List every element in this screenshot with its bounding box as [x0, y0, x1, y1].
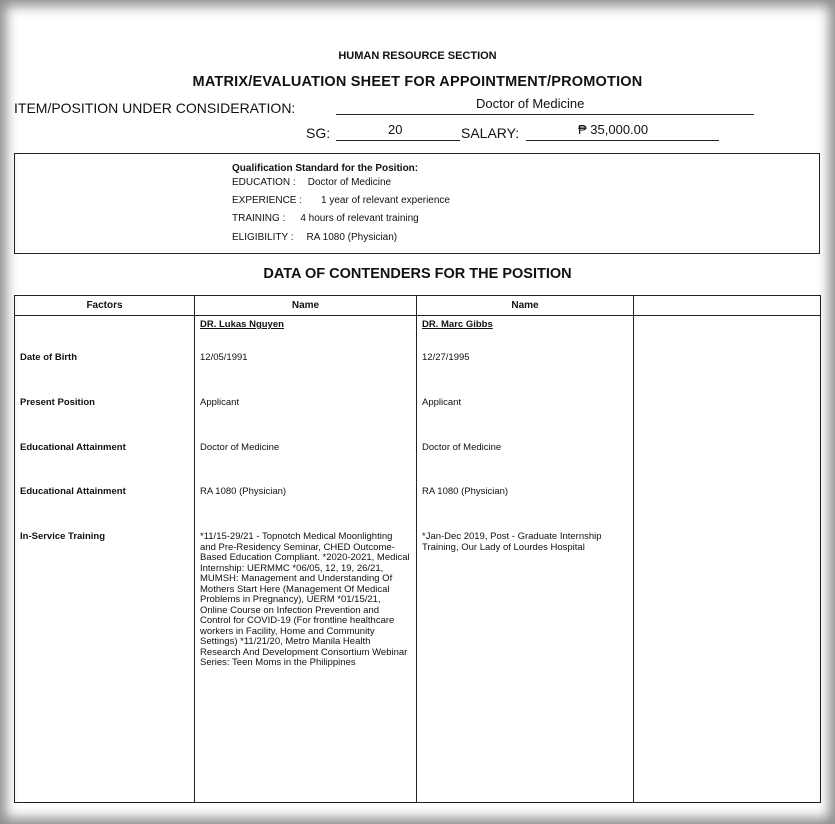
salary-label: SALARY:: [461, 125, 520, 141]
contender-2-education: Doctor of Medicine: [422, 442, 502, 453]
contender-1-training: *11/15-29/21 - Topnotch Medical Moonlighting and Pre-Residency Seminar, CHED Outcome-Based Education Compliant. *2020-2021, Medical Internship: UERMMC *06/05, 12, 19, 26/21, MUMSH: Management and Understanding Of Mothers Start Here (Management Of Medical Problems in Pregnancy), UERM *01/15/21, Online Course on Infection Prevention and Control for COVID-19 (For frontline healthcare workers in Facility, Home and Community Settings) *11/21/20, Metro Manila Health Research And Development Consortium Webinar Series: Teen Moms in the Philippines: [200, 531, 410, 668]
contender-2-dob: 12/27/1995: [422, 352, 470, 363]
contender-2-training: *Jan-Dec 2019, Post - Graduate Internship Training, Our Lady of Lourdes Hospital: [422, 531, 602, 553]
contender-1-column: [195, 316, 417, 803]
salary-value: ₱ 35,000.00: [578, 122, 649, 137]
contender-2-column: [417, 316, 634, 803]
salary-underline: [526, 140, 719, 141]
factor-educational-attainment: Educational Attainment: [20, 442, 126, 453]
table-header-row: [15, 296, 821, 316]
factor-eligibility: Educational Attainment: [20, 486, 126, 497]
contender-1-dob: 12/05/1991: [200, 352, 248, 363]
item-position-value: Doctor of Medicine: [476, 96, 585, 111]
section-heading: HUMAN RESOURCE SECTION: [338, 50, 497, 62]
item-position-underline: [336, 114, 754, 115]
qualification-heading: Qualification Standard for the Position:: [232, 163, 419, 174]
qualification-eligibility: ELIGIBILITY : RA 1080 (Physician): [232, 232, 398, 243]
contender-2-eligibility: RA 1080 (Physician): [422, 486, 509, 497]
contender-1-position: Applicant: [200, 397, 240, 408]
page-title: MATRIX/EVALUATION SHEET FOR APPOINTMENT/PROMOTION: [192, 74, 643, 90]
factors-column: [15, 316, 195, 803]
header-name-1: Name: [195, 296, 417, 316]
qualification-experience: EXPERIENCE : 1 year of relevant experience: [232, 195, 450, 206]
sg-value: 20: [388, 122, 403, 137]
table-body-row: [15, 316, 821, 803]
qualification-education: EDUCATION : Doctor of Medicine: [232, 177, 392, 188]
sg-underline: [336, 140, 460, 141]
header-blank: [634, 296, 821, 316]
contenders-title: DATA OF CONTENDERS FOR THE POSITION: [263, 266, 572, 282]
factor-present-position: Present Position: [20, 397, 95, 408]
item-position-label: ITEM/POSITION UNDER CONSIDERATION:: [14, 100, 296, 116]
contender-1-name: DR. Lukas Nguyen: [200, 319, 284, 330]
sg-label: SG:: [306, 125, 331, 141]
factor-in-service-training: In-Service Training: [20, 531, 105, 542]
contender-2-name: DR. Marc Gibbs: [422, 319, 493, 330]
header-name-2: Name: [417, 296, 634, 316]
qualification-training: TRAINING : 4 hours of relevant training: [232, 213, 419, 224]
contender-1-education: Doctor of Medicine: [200, 442, 280, 453]
header-factors: Factors: [15, 296, 195, 316]
contender-1-eligibility: RA 1080 (Physician): [200, 486, 287, 497]
factor-date-of-birth: Date of Birth: [20, 352, 77, 363]
blank-column: [634, 316, 821, 803]
contender-2-position: Applicant: [422, 397, 462, 408]
contenders-table: [14, 295, 821, 803]
